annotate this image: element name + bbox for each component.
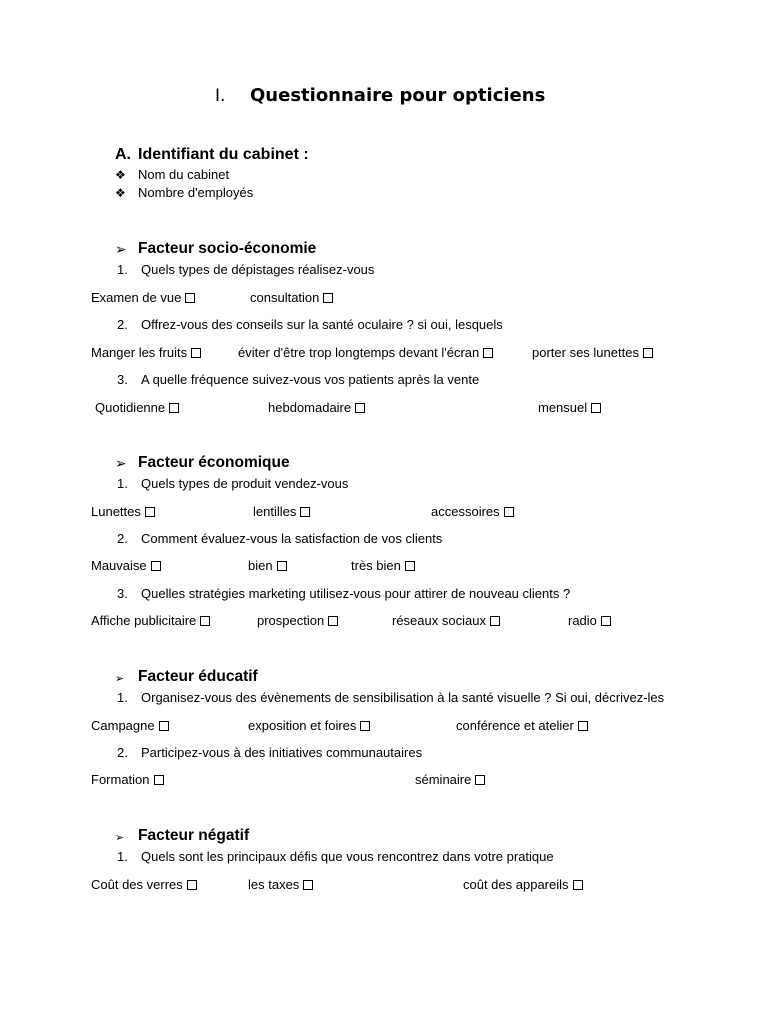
checkbox[interactable] — [355, 403, 365, 413]
option-label: accessoires — [431, 504, 500, 519]
section-title: Facteur négatif — [138, 827, 250, 844]
question-text: A quelle fréquence suivez-vous vos patients après la vente — [141, 372, 480, 387]
checkbox[interactable] — [328, 616, 338, 626]
question-number: 2. — [117, 745, 128, 760]
question-number: 2. — [117, 317, 128, 332]
checkbox[interactable] — [483, 348, 493, 358]
checkbox[interactable] — [475, 775, 485, 785]
checkbox[interactable] — [159, 721, 169, 731]
option-label: prospection — [257, 613, 325, 628]
checkbox[interactable] — [405, 561, 415, 571]
option — [456, 718, 588, 733]
option — [253, 504, 310, 519]
question-number: 1. — [117, 262, 128, 277]
option — [91, 613, 210, 628]
section-a-marker: A. — [115, 146, 131, 163]
checkbox[interactable] — [591, 403, 601, 413]
option-label: exposition et foires — [248, 718, 357, 733]
checkbox[interactable] — [643, 348, 653, 358]
option — [91, 718, 169, 733]
option — [238, 345, 493, 360]
option-label: éviter d'être trop longtemps devant l'écran — [238, 345, 480, 360]
option-label: Examen de vue — [91, 290, 182, 305]
section-a-item: Nombre d'employés — [138, 185, 254, 200]
checkbox[interactable] — [191, 348, 201, 358]
section-a-title: Identifiant du cabinet : — [138, 146, 309, 163]
option-label: réseaux sociaux — [392, 613, 486, 628]
checkbox[interactable] — [490, 616, 500, 626]
checkbox[interactable] — [277, 561, 287, 571]
page-title: Questionnaire pour opticiens — [250, 85, 546, 106]
arrow-bullet-icon: ➢ — [115, 832, 125, 844]
option-label: coût des appareils — [463, 877, 569, 892]
option — [91, 504, 155, 519]
option — [91, 772, 164, 787]
checkbox[interactable] — [185, 293, 195, 303]
option — [463, 877, 583, 892]
option — [415, 772, 485, 787]
option-label: Manger les fruits — [91, 345, 188, 360]
option — [431, 504, 514, 519]
option — [95, 400, 179, 415]
question-text: Quelles stratégies marketing utilisez-vous pour attirer de nouveau clients ? — [141, 586, 571, 601]
question-text: Organisez-vous des évènements de sensibilisation à la santé visuelle ? Si oui, décrivez-les — [141, 690, 665, 705]
option-label: Campagne — [91, 718, 155, 733]
option-label: Coût des verres — [91, 877, 183, 892]
option — [250, 290, 333, 305]
option-label: hebdomadaire — [268, 400, 352, 415]
section-title: Facteur socio-économie — [138, 240, 317, 257]
title-number: I. — [215, 86, 226, 106]
option — [91, 290, 195, 305]
option — [248, 558, 287, 573]
question-text: Offrez-vous des conseils sur la santé oculaire ? si oui, lesquels — [141, 317, 503, 332]
option-label: mensuel — [538, 400, 588, 415]
checkbox[interactable] — [578, 721, 588, 731]
question-text: Participez-vous à des initiatives communautaires — [141, 745, 423, 760]
option-label: Quotidienne — [95, 400, 166, 415]
arrow-bullet-icon: ➢ — [115, 241, 127, 257]
option — [351, 558, 415, 573]
arrow-bullet-icon: ➢ — [115, 673, 125, 685]
checkbox[interactable] — [187, 880, 197, 890]
question-number: 3. — [117, 372, 128, 387]
option — [91, 558, 161, 573]
question-text: Quels types de dépistages réalisez-vous — [141, 262, 375, 277]
option-label: consultation — [250, 290, 320, 305]
option — [257, 613, 338, 628]
option-label: Mauvaise — [91, 558, 147, 573]
checkbox[interactable] — [360, 721, 370, 731]
question-number: 1. — [117, 849, 128, 864]
option-label: conférence et atelier — [456, 718, 574, 733]
question-text: Quels types de produit vendez-vous — [141, 476, 349, 491]
question-number: 1. — [117, 476, 128, 491]
option-label: très bien — [351, 558, 401, 573]
question-text: Comment évaluez-vous la satisfaction de vos clients — [141, 531, 443, 546]
option-label: Affiche publicitaire — [91, 613, 197, 628]
option — [392, 613, 500, 628]
option — [538, 400, 601, 415]
checkbox[interactable] — [601, 616, 611, 626]
diamond-bullet-icon: ❖ — [115, 186, 126, 200]
checkbox[interactable] — [145, 507, 155, 517]
checkbox[interactable] — [504, 507, 514, 517]
checkbox[interactable] — [200, 616, 210, 626]
option-label: séminaire — [415, 772, 472, 787]
question-number: 1. — [117, 690, 128, 705]
checkbox[interactable] — [300, 507, 310, 517]
diamond-bullet-icon: ❖ — [115, 168, 126, 182]
checkbox[interactable] — [573, 880, 583, 890]
checkbox[interactable] — [169, 403, 179, 413]
option-label: Lunettes — [91, 504, 141, 519]
arrow-bullet-icon: ➢ — [115, 455, 127, 471]
option — [568, 613, 611, 628]
question-text: Quels sont les principaux défis que vous rencontrez dans votre pratique — [141, 849, 554, 864]
option-label: Formation — [91, 772, 150, 787]
option-label: lentilles — [253, 504, 297, 519]
question-number: 2. — [117, 531, 128, 546]
option — [248, 718, 370, 733]
option-label: bien — [248, 558, 273, 573]
option-label: porter ses lunettes — [532, 345, 639, 360]
checkbox[interactable] — [323, 293, 333, 303]
option — [532, 345, 653, 360]
question-number: 3. — [117, 586, 128, 601]
checkbox[interactable] — [151, 561, 161, 571]
option — [268, 400, 365, 415]
option-label: radio — [568, 613, 597, 628]
section-a-item: Nom du cabinet — [138, 167, 230, 182]
option — [91, 877, 197, 892]
checkbox[interactable] — [154, 775, 164, 785]
checkbox[interactable] — [303, 880, 313, 890]
option — [248, 877, 313, 892]
option — [91, 345, 201, 360]
section-title: Facteur éducatif — [138, 668, 258, 685]
section-title: Facteur économique — [138, 454, 290, 471]
option-label: les taxes — [248, 877, 300, 892]
